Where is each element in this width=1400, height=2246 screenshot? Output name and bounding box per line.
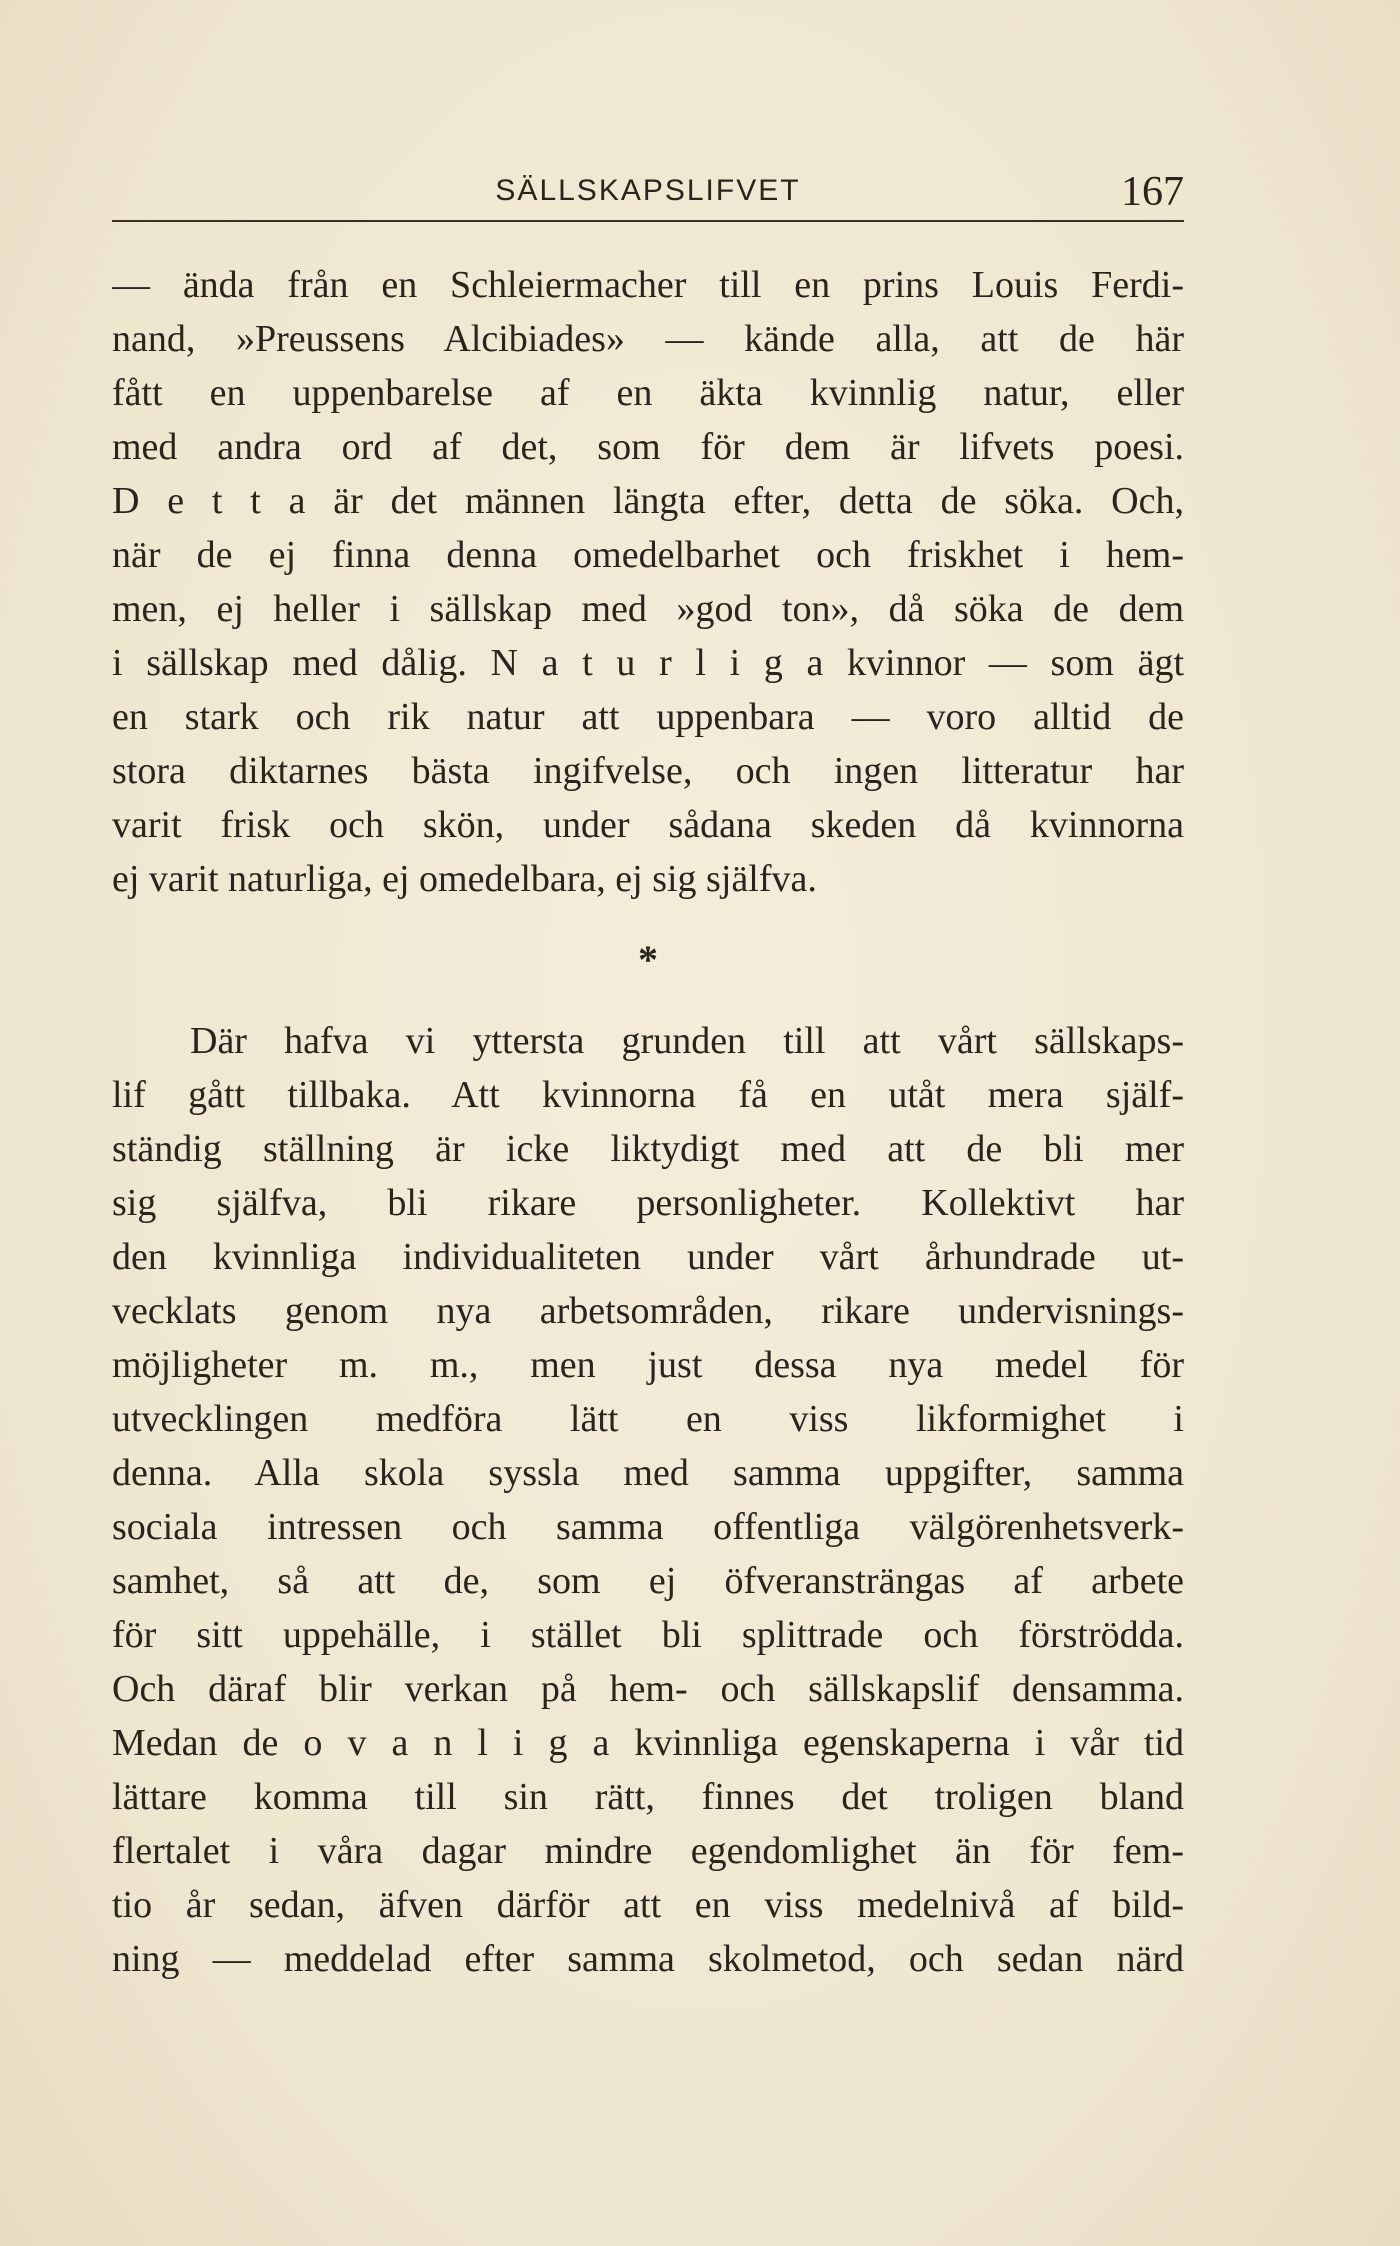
- text-line: ständig ställning är icke liktydigt med att de bli mer: [112, 1128, 1184, 1170]
- text-line: lif gått tillbaka. Att kvinnorna få en utåt mera själf-: [112, 1074, 1184, 1116]
- text-line: varit frisk och skön, under sådana skeden då kvinnorna: [112, 804, 1184, 846]
- text-line: lättare komma till sin rätt, finnes det troligen bland: [112, 1776, 1184, 1818]
- text-line: flertalet i våra dagar mindre egendomlighet än för fem-: [112, 1830, 1184, 1872]
- text-line: denna. Alla skola syssla med samma uppgifter, samma: [112, 1452, 1184, 1494]
- page-header: [112, 168, 1184, 220]
- text-line: — ända från en Schleiermacher till en prins Louis Ferdi-: [112, 264, 1184, 306]
- text-line: utvecklingen medföra lätt en viss likformighet i: [112, 1398, 1184, 1440]
- text-line: sig själfva, bli rikare personligheter. Kollektivt har: [112, 1182, 1184, 1224]
- text-line: samhet, så att de, som ej öfveransträngas af arbete: [112, 1560, 1184, 1602]
- text-line: ning — meddelad efter samma skolmetod, och sedan närd: [112, 1938, 1184, 1980]
- text-line: i sällskap med dålig. N a t u r l i g a kvinnor — som ägt: [112, 642, 1184, 684]
- page-number: 167: [1121, 169, 1184, 215]
- section-separator: *: [638, 937, 658, 982]
- text-line: nand, »Preussens Alcibiades» — kände alla, att de här: [112, 318, 1184, 360]
- text-line: men, ej heller i sällskap med »god ton», då söka de dem: [112, 588, 1184, 630]
- text-line: stora diktarnes bästa ingifvelse, och ingen litteratur har: [112, 750, 1184, 792]
- text-line: fått en uppenbarelse af en äkta kvinnlig natur, eller: [112, 372, 1184, 414]
- text-line: ej varit naturliga, ej omedelbara, ej sig själfva.: [112, 858, 817, 900]
- text-line: D e t t a är det männen längta efter, detta de söka. Och,: [112, 480, 1184, 522]
- text-line: vecklats genom nya arbetsområden, rikare undervisnings-: [112, 1290, 1184, 1332]
- text-line: möjligheter m. m., men just dessa nya medel för: [112, 1344, 1184, 1386]
- body-text: [112, 258, 1184, 1986]
- text-line: sociala intressen och samma offentliga välgörenhetsverk-: [112, 1506, 1184, 1548]
- header-rule: [112, 220, 1184, 222]
- text-line: Och däraf blir verkan på hem- och sällskapslif densamma.: [112, 1668, 1184, 1710]
- paragraph-2: [112, 1014, 1184, 1986]
- paragraph-1: [112, 258, 1184, 906]
- text-line: tio år sedan, äfven därför att en viss medelnivå af bild-: [112, 1884, 1184, 1926]
- text-line: en stark och rik natur att uppenbara — voro alltid de: [112, 696, 1184, 738]
- text-line: den kvinnliga individualiteten under vårt århundrade ut-: [112, 1236, 1184, 1278]
- text-line: när de ej finna denna omedelbarhet och friskhet i hem-: [112, 534, 1184, 576]
- running-head: SÄLLSKAPSLIFVET: [495, 174, 801, 207]
- text-line: för sitt uppehälle, i stället bli splittrade och förströdda.: [112, 1614, 1184, 1656]
- text-line: med andra ord af det, som för dem är lifvets poesi.: [112, 426, 1184, 468]
- text-line: Där hafva vi yttersta grunden till att vårt sällskaps-: [190, 1020, 1184, 1062]
- text-line: Medan de o v a n l i g a kvinnliga egenskaperna i vår tid: [112, 1722, 1184, 1764]
